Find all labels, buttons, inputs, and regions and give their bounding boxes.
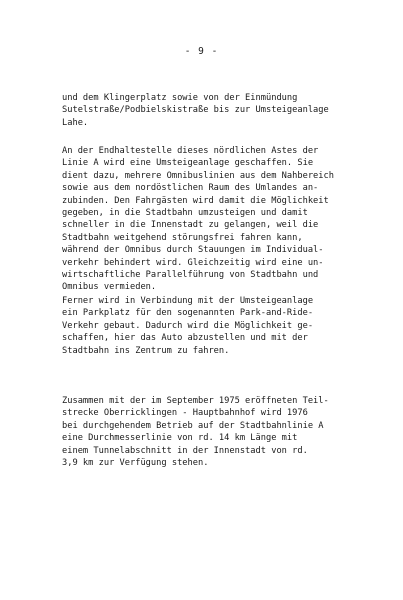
text-line: Sutelstraße/Podbielskistraße bis zur Umsteigeanlage (62, 105, 329, 116)
text-line: Linie A wird eine Umsteigeanlage geschaffen. Sie (62, 158, 314, 169)
text-line: schneller in die Innenstadt zu gelangen, weil die (62, 220, 319, 231)
paragraph-4 (62, 395, 372, 469)
text-line: Ferner wird in Verbindung mit der Umsteigeanlage (62, 296, 314, 306)
text-line: und dem Klingerplatz sowie von der Einmündung (62, 93, 298, 103)
text-line: einem Tunnelabschnitt in der Innenstadt von rd. (62, 445, 308, 456)
paragraph-2 (62, 145, 372, 294)
text-line: 3,9 km zur Verfügung stehen. (62, 457, 209, 468)
page-number: - 9 - (184, 46, 219, 57)
text-line: Zusammen mit der im September 1975 eröffneten Teil- (62, 396, 329, 406)
text-line: ein Parkplatz für den sogenannten Park-and-Ride- (62, 308, 314, 319)
text-line: während der Omnibus durch Stauungen im Individual- (62, 245, 324, 256)
text-line: eine Durchmesserlinie von rd. 14 km Länge mit (62, 433, 298, 444)
text-line: Stadtbahn ins Zentrum zu fahren. (62, 345, 230, 356)
text-line: sowie aus dem nordöstlichen Raum des Umlandes an- (62, 183, 319, 194)
text-line: An der Endhaltestelle dieses nördlichen Astes der (62, 146, 319, 156)
text-line: strecke Oberricklingen - Hauptbahnhof wird 1976 (62, 408, 308, 419)
text-line: wirtschaftliche Parallelführung von Stadtbahn und (62, 269, 319, 280)
text-line: zubinden. Den Fahrgästen wird damit die Möglichkeit (62, 195, 329, 206)
text-line: schaffen, hier das Auto abzustellen und mit der (62, 333, 308, 344)
text-line: Lahe. (62, 117, 89, 128)
text-line: Verkehr gebaut. Dadurch wird die Möglichkeit ge- (62, 320, 314, 331)
text-line: Omnibus vermieden. (62, 282, 157, 293)
text-line: verkehr behindert wird. Gleichzeitig wird eine un- (62, 257, 324, 268)
text-line: dient dazu, mehrere Omnibuslinien aus dem Nahbereich (62, 170, 334, 181)
text-line: Stadtbahn weitgehend störungsfrei fahren kann, (62, 232, 303, 243)
paragraph-3 (62, 295, 372, 357)
text-line: gegeben, in die Stadtbahn umzusteigen und damit (62, 207, 308, 218)
paragraph-1 (62, 92, 372, 129)
text-line: bei durchgehendem Betrieb auf der Stadtbahnlinie A (62, 420, 324, 431)
